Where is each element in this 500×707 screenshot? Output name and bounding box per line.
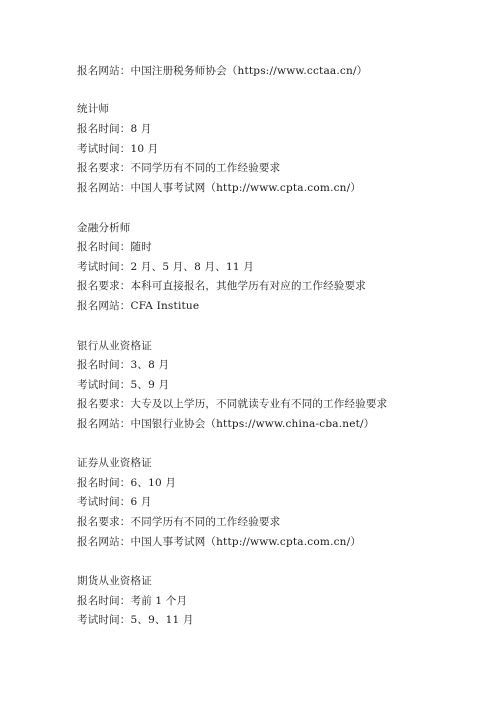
section-line: 报名网站：CFA Institue [77,300,200,312]
section-line: 报名时间：随时 [77,241,152,253]
section-line: 报名要求：本科可直接报名，其他学历有对应的工作经验要求 [77,280,366,292]
section-line: 报名要求：不同学历有不同的工作经验要求 [77,516,281,528]
section-line: 报名时间：3、8 月 [77,359,170,371]
section-line: 报名网站：中国人事考试网（http://www.cpta.com.cn/） [77,182,362,194]
intro-site-line: 报名网站：中国注册税务师协会（https://www.cctaa.cn/） [77,65,368,77]
section-title-statistician: 统计师 [77,103,110,115]
section-line: 考试时间：5、9 月 [77,379,170,391]
section-line: 考试时间：2 月、5 月、8 月、11 月 [77,261,254,273]
section-title-financial-analyst: 金融分析师 [77,222,131,234]
section-line: 报名网站：中国银行业协会（https://www.china-cba.net/） [77,418,375,430]
section-line: 报名网站：中国人事考试网（http://www.cpta.com.cn/） [77,536,362,548]
section-title-futures-certificate: 期货从业资格证 [77,575,152,587]
section-line: 报名时间：考前 1 个月 [77,595,188,607]
section-title-securities-certificate: 证券从业资格证 [77,457,152,469]
section-line: 报名时间：8 月 [77,123,152,135]
section-line: 考试时间：5、9、11 月 [77,614,194,626]
section-title-bank-certificate: 银行从业资格证 [77,340,152,352]
section-line: 考试时间：6 月 [77,496,152,508]
section-line: 考试时间：10 月 [77,143,159,155]
section-line: 报名要求：大专及以上学历，不同就读专业有不同的工作经验要求 [77,398,388,410]
section-line: 报名要求：不同学历有不同的工作经验要求 [77,162,281,174]
section-line: 报名时间：6、10 月 [77,477,177,489]
